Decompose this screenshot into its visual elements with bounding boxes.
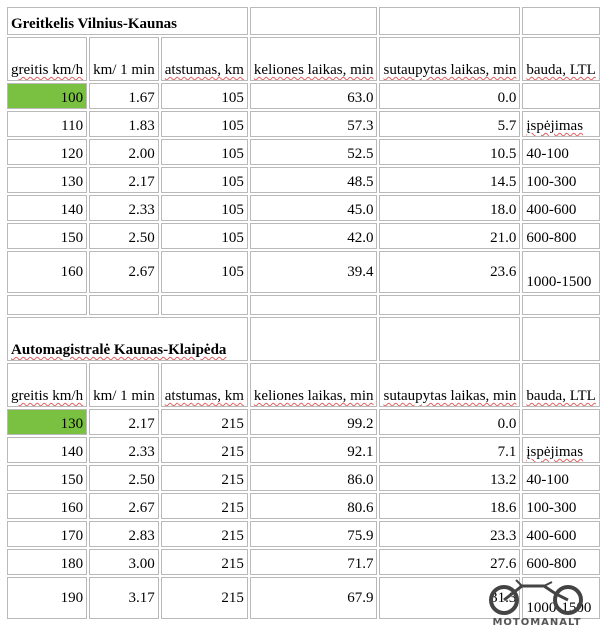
km-per-min-cell: 2.17 <box>89 409 159 435</box>
saved-time-cell: 21.0 <box>379 223 520 249</box>
km-per-min-cell: 2.67 <box>89 493 159 519</box>
saved-time-cell: 7.1 <box>379 437 520 463</box>
empty-cell <box>379 7 520 35</box>
saved-time-cell: 13.2 <box>379 465 520 491</box>
empty-cell <box>161 295 248 315</box>
table-row <box>7 111 600 137</box>
saved-time-cell: 0.0 <box>379 83 520 109</box>
section-title-vilnius-kaunas: Greitkelis Vilnius-Kaunas <box>7 7 248 35</box>
km-per-min-cell: 2.00 <box>89 139 159 165</box>
empty-cell <box>522 7 599 35</box>
fine-cell: 600-800 <box>522 223 599 249</box>
distance-cell: 105 <box>161 139 248 165</box>
empty-cell <box>250 295 378 315</box>
fine-cell: 1000-1500 <box>522 251 599 293</box>
travel-time-cell: 92.1 <box>250 437 378 463</box>
header-travel-time: keliones laikas, min <box>250 37 378 81</box>
speed-cell: 160 <box>7 251 87 293</box>
speed-table <box>5 5 600 621</box>
distance-cell: 105 <box>161 251 248 293</box>
header-fine: bauda, LTL <box>522 363 599 407</box>
distance-cell: 105 <box>161 195 248 221</box>
km-per-min-cell: 2.17 <box>89 167 159 193</box>
saved-time-cell: 14.5 <box>379 167 520 193</box>
distance-cell: 215 <box>161 437 248 463</box>
travel-time-cell: 45.0 <box>250 195 378 221</box>
travel-time-cell: 42.0 <box>250 223 378 249</box>
saved-time-cell: 31.3 <box>379 577 520 619</box>
travel-time-cell: 48.5 <box>250 167 378 193</box>
motorcycle-logo-icon <box>482 576 592 616</box>
saved-time-cell: 10.5 <box>379 139 520 165</box>
speed-cell-highlighted: 100 <box>7 83 87 109</box>
travel-time-cell: 71.7 <box>250 549 378 575</box>
km-per-min-cell: 1.67 <box>89 83 159 109</box>
speed-cell: 180 <box>7 549 87 575</box>
table-row <box>7 223 600 249</box>
saved-time-cell: 5.7 <box>379 111 520 137</box>
travel-time-cell: 39.4 <box>250 251 378 293</box>
saved-time-cell: 23.3 <box>379 521 520 547</box>
fine-cell: 400-600 <box>522 195 599 221</box>
fine-cell: įspėjimas <box>522 437 599 463</box>
distance-cell: 105 <box>161 223 248 249</box>
distance-cell: 105 <box>161 167 248 193</box>
km-per-min-cell: 2.33 <box>89 437 159 463</box>
distance-cell: 215 <box>161 521 248 547</box>
empty-cell <box>250 7 378 35</box>
table-row <box>7 437 600 463</box>
distance-cell: 215 <box>161 577 248 619</box>
table-row <box>7 251 600 293</box>
table-row <box>7 139 600 165</box>
empty-cell <box>250 317 378 361</box>
empty-cell <box>89 295 159 315</box>
fine-cell: 400-600 <box>522 521 599 547</box>
speed-cell: 120 <box>7 139 87 165</box>
distance-cell: 215 <box>161 409 248 435</box>
header-distance: atstumas, km <box>161 363 248 407</box>
saved-time-cell: 18.6 <box>379 493 520 519</box>
distance-cell: 105 <box>161 111 248 137</box>
km-per-min-cell: 2.50 <box>89 223 159 249</box>
km-per-min-cell: 3.00 <box>89 549 159 575</box>
speed-cell: 150 <box>7 223 87 249</box>
speed-cell: 170 <box>7 521 87 547</box>
fine-cell: 1000-1500 <box>522 577 599 619</box>
empty-cell <box>379 295 520 315</box>
travel-time-cell: 86.0 <box>250 465 378 491</box>
fine-cell: 100-300 <box>522 167 599 193</box>
header-km-per-min: km/ 1 min <box>89 363 159 407</box>
empty-cell <box>7 295 87 315</box>
km-per-min-cell: 3.17 <box>89 577 159 619</box>
header-fine: bauda, LTL <box>522 37 599 81</box>
table-row <box>7 409 600 435</box>
header-speed: greitis km/h <box>7 363 87 407</box>
km-per-min-cell: 2.33 <box>89 195 159 221</box>
fine-cell: 40-100 <box>522 465 599 491</box>
distance-cell: 215 <box>161 465 248 491</box>
km-per-min-cell: 2.50 <box>89 465 159 491</box>
travel-time-cell: 52.5 <box>250 139 378 165</box>
distance-cell: 215 <box>161 493 248 519</box>
speed-cell: 160 <box>7 493 87 519</box>
empty-cell <box>522 295 599 315</box>
table-row <box>7 465 600 491</box>
km-per-min-cell: 1.83 <box>89 111 159 137</box>
empty-cell <box>522 317 599 361</box>
empty-cell <box>379 317 520 361</box>
distance-cell: 215 <box>161 549 248 575</box>
motomanalt-watermark <box>482 576 592 628</box>
distance-cell: 105 <box>161 83 248 109</box>
spacer-row <box>7 295 600 315</box>
section-title-kaunas-klaipeda: Automagistralė Kaunas-Klaipėda <box>7 317 248 361</box>
header-speed: greitis km/h <box>7 37 87 81</box>
saved-time-cell: 27.6 <box>379 549 520 575</box>
header-km-per-min: km/ 1 min <box>89 37 159 81</box>
speed-cell: 140 <box>7 195 87 221</box>
watermark-text: MOTOMANALT <box>492 617 582 628</box>
speed-cell: 150 <box>7 465 87 491</box>
table-row <box>7 521 600 547</box>
saved-time-cell: 23.6 <box>379 251 520 293</box>
table-row <box>7 549 600 575</box>
speed-cell: 110 <box>7 111 87 137</box>
speed-cell: 190 <box>7 577 87 619</box>
table-row <box>7 83 600 109</box>
fine-cell <box>522 409 599 435</box>
travel-time-cell: 80.6 <box>250 493 378 519</box>
fine-cell: 100-300 <box>522 493 599 519</box>
table-row <box>7 195 600 221</box>
header-saved-time: sutaupytas laikas, min <box>379 37 520 81</box>
saved-time-cell: 18.0 <box>379 195 520 221</box>
table-row <box>7 167 600 193</box>
speed-cell-highlighted: 130 <box>7 409 87 435</box>
travel-time-cell: 75.9 <box>250 521 378 547</box>
fine-cell: įspėjimas <box>522 111 599 137</box>
km-per-min-cell: 2.83 <box>89 521 159 547</box>
speed-cell: 130 <box>7 167 87 193</box>
fine-cell <box>522 83 599 109</box>
travel-time-cell: 63.0 <box>250 83 378 109</box>
header-travel-time: keliones laikas, min <box>250 363 378 407</box>
table-row <box>7 493 600 519</box>
km-per-min-cell: 2.67 <box>89 251 159 293</box>
travel-time-cell: 67.9 <box>250 577 378 619</box>
fine-cell: 40-100 <box>522 139 599 165</box>
travel-time-cell: 99.2 <box>250 409 378 435</box>
speed-cell: 140 <box>7 437 87 463</box>
saved-time-cell: 0.0 <box>379 409 520 435</box>
fine-cell: 600-800 <box>522 549 599 575</box>
travel-time-cell: 57.3 <box>250 111 378 137</box>
header-distance: atstumas, km <box>161 37 248 81</box>
header-saved-time: sutaupytas laikas, min <box>379 363 520 407</box>
